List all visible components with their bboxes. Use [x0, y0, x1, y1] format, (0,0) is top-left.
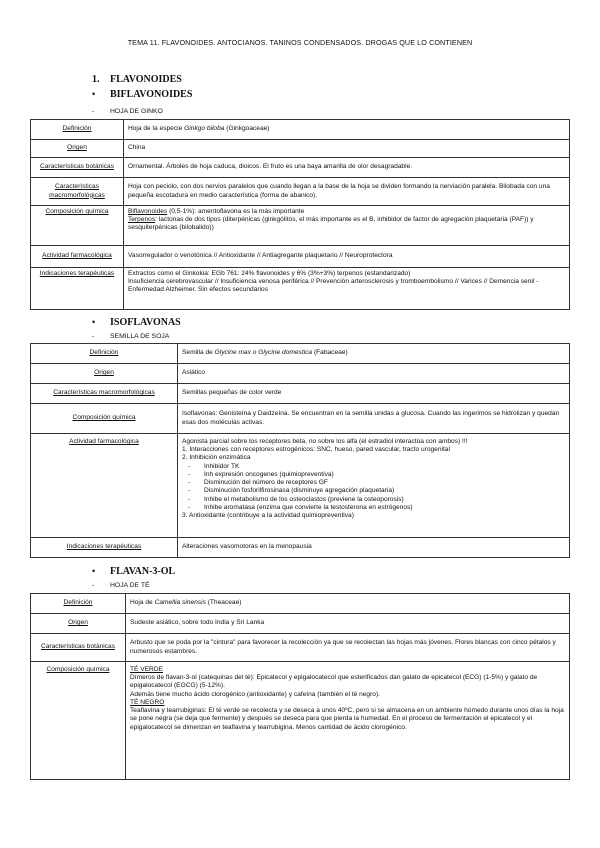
table-row: [31, 634, 570, 662]
subheading-semilla-soja: [92, 333, 169, 341]
heading-flavan-3-ol: [92, 566, 175, 579]
activity-item: [182, 471, 565, 479]
dash-icon: -: [92, 333, 95, 340]
table-row: [31, 662, 570, 780]
dash-icon: -: [92, 108, 95, 115]
activity-item-text: Inhibe aromatasa (enzima que convierte la testosterona en estrógenos): [204, 503, 413, 511]
composition-line: Dímeros de flavan-3-ol (catequinas del té): Epicatecol y epigalocatecol que esterificados dan galato de epicatecol (ECG) (1-5%) y galato de epigalocatecol (EGCG) (5-12%).: [130, 674, 538, 690]
dash-icon: -: [188, 470, 191, 478]
row-value: Arbusto que se poda por la "cintura" para favorecer la recolección ya que se recolectan las hojas más jóvenes. Flores blancas con cinco pétalos y numerosos estambres.: [126, 634, 570, 662]
row-label: Características botánicas: [31, 634, 126, 662]
row-label: Composición química: [31, 206, 124, 246]
table-row: [31, 158, 570, 178]
compound-class: Biflavonoides: [128, 208, 168, 215]
heading-title: ISOFLAVONAS: [110, 317, 181, 328]
table-row: [31, 594, 570, 614]
table-te: [30, 593, 570, 780]
subheading-text: HOJA DE TÉ: [110, 582, 150, 589]
activity-line: 2. Inhibición enzimática: [182, 454, 251, 462]
activity-item: [182, 504, 565, 512]
activity-item-text: Inhibe el metabolismo de los osteoclastos (previene la osteoporosis): [204, 495, 404, 503]
subheading-text: SEMILLA DE SOJA: [110, 333, 170, 340]
section-title: FLAVONOIDES: [110, 74, 182, 85]
dash-icon: -: [188, 479, 191, 487]
row-label: Origen: [31, 140, 124, 158]
family-name: (Theaceae): [205, 599, 242, 607]
bullet-icon: •: [92, 89, 96, 99]
table-row: [31, 178, 570, 206]
row-value: Sudeste asiático, sobre todo India y Sri Lanka: [126, 614, 570, 634]
table-row: [31, 344, 570, 364]
activity-item: [182, 479, 565, 487]
dash-icon: -: [188, 503, 191, 511]
composition-line: [128, 216, 565, 232]
section-number: 1.: [92, 74, 100, 85]
table-ginkgo: [30, 119, 570, 310]
row-label: Origen: [31, 364, 178, 384]
row-label: Características macromorfológicas: [31, 178, 124, 206]
table-row: [31, 120, 570, 140]
compound-class: Terpenos: [128, 216, 156, 224]
table-soja: [30, 343, 570, 558]
compound-detail: (0,5-1%): amentoflavona es la más importante: [167, 208, 305, 215]
composition-line: Teaflavina y tearrubiginas: El té verde se recolecta y se deseca a unos 40ºC, pero si se almacena en un ambiente húmedo durante unos días la hoja se pone negra (se deja que fermente) y después se deseca para que pierda la humedad. En el proceso de fermentación el epicatecol y el epigalocatecol se dimerizan en teaflavina y tearrubigina. Menos cantidad de ácido clorogénico.: [130, 707, 564, 731]
composition-line: Además tiene mucho ácido clorogénico (antioxidante) y cafeína (también el té negro).: [130, 690, 380, 698]
composition-line: [128, 208, 565, 216]
row-value: China: [124, 140, 570, 158]
heading-title: FLAVAN-3-OL: [110, 566, 176, 577]
compound-detail: : lactonas de dos tipos (diterpénicas (ginkgólitos, el más importante es el B, inhibidor de factor de agregación plaquetaria (PAF)) y sesquiterpénicas (bilobalido)): [128, 216, 534, 232]
row-value: [124, 268, 570, 310]
table-row: [31, 364, 570, 384]
activity-item: [182, 487, 565, 495]
row-value: [178, 434, 570, 538]
heading-biflavonoides: [92, 89, 192, 102]
row-label: Características macromorfológicas: [31, 384, 178, 404]
row-label: Definición: [31, 594, 126, 614]
definition-text: Semilla de: [182, 349, 215, 357]
species-name: Ginkgo biloba: [184, 125, 225, 133]
row-label: Definición: [31, 120, 124, 140]
row-value: Ornamental. Árboles de hoja caduca, dioicos. El fruto es una baya amarilla de olor desagradable.: [124, 158, 570, 178]
row-label: Origen: [31, 614, 126, 634]
activity-item-text: Inh expresión oncogenes (quimiopreventiva): [204, 470, 334, 478]
subheading-hoja-te: [92, 582, 150, 590]
row-value: [126, 662, 570, 780]
indication-line: Extractos como el Ginkokia: EGb 761: 24% flavonoides y 6% (3%+3%) terpenos (estandarizado): [128, 270, 411, 277]
section-heading-flavonoides: [92, 74, 182, 87]
row-value: [126, 594, 570, 614]
row-value: Isoflavonas: Genisteína y Daidzeína. Se encuentran en la semilla unidas a glucosa. Cuando las ingerimos se hidrolizan y quedan esas dos moléculas activas.: [178, 404, 570, 434]
row-value: Alteraciones vasomotoras en la menopausia: [178, 538, 570, 558]
activity-item-text: Disminución del número de receptores GF: [204, 479, 328, 487]
dash-icon: -: [92, 582, 95, 589]
row-value: Semillas pequeñas de color verde: [178, 384, 570, 404]
heading-isoflavonas: [92, 317, 181, 330]
family-name: (Ginkgoaceae): [224, 125, 270, 133]
activity-item: [182, 496, 565, 504]
activity-line: 1. Interacciones con receptores estrogénicos: SNC, hueso, pared vascular, tracto urogenital: [182, 446, 450, 454]
species-name: Camellia sinensis: [154, 599, 206, 607]
activity-line: 3. Antioxidante (contribuye a la actividad quimiopreventiva): [182, 512, 354, 520]
subsection-te-verde: TÉ VERDE: [130, 666, 163, 673]
page-header: TEMA 11. FLAVONOIDES. ANTOCIANOS. TANINOS CONDENSADOS. DROGAS QUE LO CONTIENEN: [127, 38, 473, 47]
bullet-icon: •: [92, 317, 96, 327]
row-label: Características botánicas: [31, 158, 124, 178]
table-row: [31, 538, 570, 558]
definition-text: Hoja de: [130, 599, 155, 607]
subheading-text: HOJA DE GINKO: [110, 108, 163, 115]
row-value: [178, 344, 570, 364]
row-label: Composición química: [31, 662, 126, 780]
heading-title: BIFLAVONOIDES: [110, 89, 193, 100]
indication-line: Insuficiencia cerebrovascular // Insuficiencia venosa periférica // Prevención arterosclerosis y tromboembolismo // Varices // Demencia senil - Enfermedad Alzheimer. Sin efectos secundarios: [128, 278, 539, 294]
table-row: [31, 404, 570, 434]
row-label: Indicaciones terapéuticas: [31, 268, 124, 310]
table-row: [31, 140, 570, 158]
activity-item-text: Disminución fosforilfirosinasa (disminuye agregación plaquetaria): [204, 487, 395, 495]
table-row: [31, 614, 570, 634]
row-label: Actividad farmacológica: [31, 246, 124, 268]
activity-item: [182, 463, 565, 471]
table-row: [31, 206, 570, 246]
row-label: Actividad farmacológica: [31, 434, 178, 538]
row-value: [124, 120, 570, 140]
row-label: Definición: [31, 344, 178, 364]
row-label: Composición química: [31, 404, 178, 434]
dash-icon: -: [188, 487, 191, 495]
dash-icon: -: [188, 495, 191, 503]
row-value: Asiático: [178, 364, 570, 384]
definition-text: Hoja de la especie: [128, 125, 185, 133]
table-row: [31, 246, 570, 268]
table-row: [31, 268, 570, 310]
subsection-te-negro: TÉ NEGRO: [130, 698, 165, 706]
family-name: (Fabaceae): [312, 349, 348, 357]
species-name: Glycine max o Glycine domestica: [214, 349, 313, 357]
row-value: [124, 206, 570, 246]
activity-line: Agonista parcial sobre los receptores beta, no sobre los alfa (el estradiol interactúa con ambos) !!!: [182, 438, 468, 445]
bullet-icon: •: [92, 566, 96, 576]
subheading-hoja-ginko: [92, 108, 163, 116]
activity-item-text: Inhibidor TK: [204, 462, 240, 470]
row-label: Indicaciones terapéuticas: [31, 538, 178, 558]
dash-icon: -: [188, 462, 191, 470]
row-value: Vasorregulador o venotónica // Antioxidante // Antiagregante plaquetario // Neuroprotectora: [124, 246, 570, 268]
row-value: Hoja con peciolo, con dos nervios paralelos que cuando llegan a la base de la hoja se dividen formando la nerviación paralela. Bilobada con una pequeña escotadura en medio característica (forma de abanico).: [124, 178, 570, 206]
table-row: [31, 434, 570, 538]
table-row: [31, 384, 570, 404]
